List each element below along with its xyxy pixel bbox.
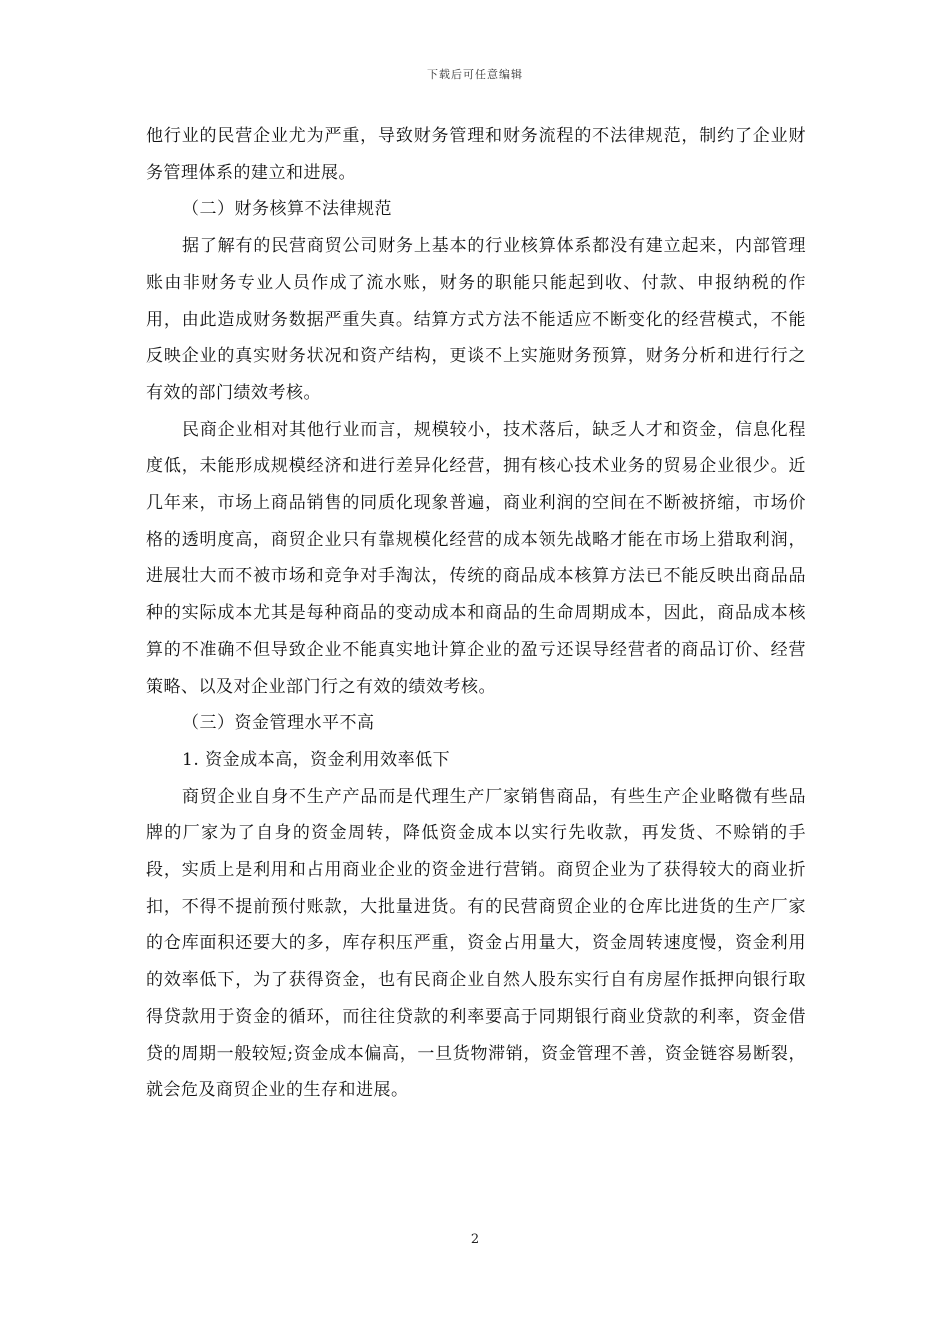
document-body — [146, 118, 806, 1109]
page-header: 下载后可任意编辑 — [427, 68, 523, 81]
section-heading-fund-management: （三）资金管理水平不高 — [182, 713, 375, 734]
paragraph-continuation: 他行业的民营企业尤为严重，导致财务管理和财务流程的不法律规范，制约了企业财务管理体系的建立和进展。 — [146, 126, 806, 183]
subheading-fund-cost: 1. 资金成本高，资金利用效率低下 — [182, 749, 451, 770]
paragraph-accounting-system: 据了解有的民营商贸公司财务上基本的行业核算体系都没有建立起来，内部管理账由非财务专业人员作成了流水账，财务的职能只能起到收、付款、申报纳税的作用，由此造成财务数据严重失真。结算方式方法不能适应不断变化的经营模式，不能反映企业的真实财务状况和资产结构，更谈不上实施财务预算，财务分析和进行行之有效的部门绩效考核。 — [146, 236, 806, 403]
section-heading-accounting: （二）财务核算不法律规范 — [182, 199, 392, 220]
paragraph-cost-accounting: 民商企业相对其他行业而言，规模较小，技术落后，缺乏人才和资金，信息化程度低，未能形成规模经济和进行差异化经营，拥有核心技术业务的贸易企业很少。近几年来，市场上商品销售的同质化现象普遍，商业利润的空间在不断被挤缩，市场价格的透明度高，商贸企业只有靠规模化经营的成本领先战略才能在市场上猎取利润，进展壮大而不被市场和竞争对手淘汰，传统的商品成本核算方法已不能反映出商品品种的实际成本尤其是每种商品的变动成本和商品的生命周期成本，因此，商品成本核算的不准确不但导致企业不能真实地计算企业的盈亏还误导经营者的商品订价、经营策略、以及对企业部门行之有效的绩效考核。 — [146, 419, 806, 697]
paragraph-fund-efficiency: 商贸企业自身不生产产品而是代理生产厂家销售商品，有些生产企业略微有些品牌的厂家为了自身的资金周转，降低资金成本以实行先收款，再发货、不赊销的手段，实质上是利用和占用商业企业的资金进行营销。商贸企业为了获得较大的商业折扣，不得不提前预付账款，大批量进货。有的民营商贸企业的仓库比进货的生产厂家的仓库面积还要大的多，库存积压严重，资金占用量大，资金周转速度慢，资金利用的效率低下，为了获得资金，也有民商企业自然人股东实行自有房屋作抵押向银行取得贷款用于资金的循环，而往往贷款的利率要高于同期银行商业贷款的利率，资金借贷的周期一般较短;资金成本偏高，一旦货物滞销，资金管理不善，资金链容易断裂，就会危及商贸企业的生存和进展。 — [146, 786, 806, 1101]
page-number: 2 — [470, 1232, 480, 1247]
